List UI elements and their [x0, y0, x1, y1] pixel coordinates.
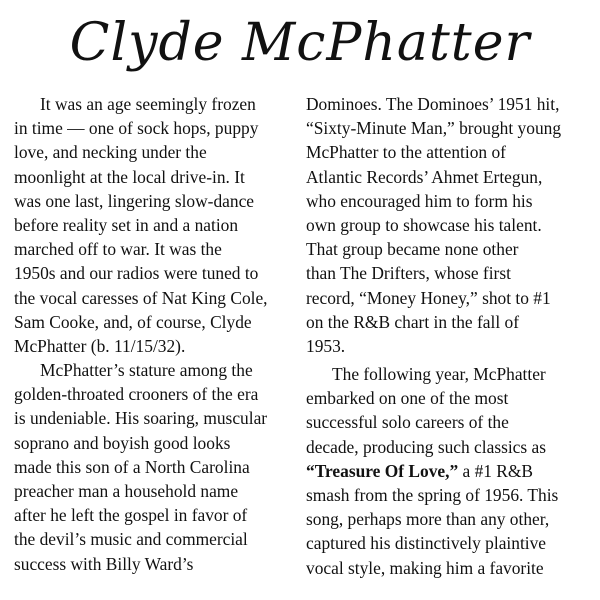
left-column: [14, 92, 296, 576]
text-line: own group to showcase his talent.: [306, 214, 542, 235]
right-column: [306, 92, 588, 580]
text-line: moonlight at the local drive-in. It: [14, 166, 245, 187]
text-line: on the R&B chart in the fall of: [306, 311, 519, 332]
text-line: who encouraged him to form his: [306, 190, 533, 211]
text-line: The following year, McPhatter: [332, 364, 546, 385]
text-line: record, “Money Honey,” shot to #1: [306, 287, 551, 308]
text-line-with-song-title: [306, 459, 588, 483]
text-line: song, perhaps more than any other,: [306, 509, 550, 530]
text-line: Sam Cooke, and, of course, Clyde: [14, 311, 252, 332]
text-line: was one last, lingering slow-dance: [14, 190, 255, 211]
text-line: Atlantic Records’ Ahmet Ertegun,: [306, 166, 543, 187]
text-line: vocal style, making him a favorite: [306, 557, 544, 578]
text-line: preacher man a household name: [14, 481, 239, 501]
text-line: marched off to war. It was the: [14, 239, 222, 260]
text-line: McPhatter to the attention of: [306, 142, 506, 163]
article-title: Clyde McPhatter: [69, 13, 531, 73]
text-line: 1953.: [306, 335, 346, 356]
text-line: before reality set in and a nation: [14, 214, 239, 235]
text-line: McPhatter’s stature among the: [40, 360, 253, 381]
song-title: “Treasure Of Love,”: [306, 460, 459, 481]
text-line: 1950s and our radios were tuned to: [14, 263, 259, 284]
text-line: made this son of a North Carolina: [14, 456, 250, 477]
text-line: embarked on one of the most: [306, 388, 509, 409]
text-line: successful solo careers of the: [306, 412, 509, 433]
text-line: than The Drifters, whose first: [306, 263, 511, 284]
text-line: the devil’s music and commercial: [14, 529, 248, 550]
text-line: decade, producing such classics as: [306, 436, 547, 457]
text-line: after he left the gospel in favor of: [14, 505, 248, 526]
text-line: captured his distinctively plaintive: [306, 533, 547, 554]
text-line: in time — one of sock hops, puppy: [14, 118, 259, 139]
text-line: Dominoes. The Dominoes’ 1951 hit,: [306, 94, 560, 114]
text-line: soprano and boyish good looks: [14, 432, 231, 453]
text-line: the vocal caresses of Nat King Cole,: [14, 287, 268, 308]
text-line: success with Billy Ward’s: [14, 553, 194, 574]
text-line: smash from the spring of 1956. This: [306, 485, 559, 505]
text-line: golden-throated crooners of the era: [14, 384, 259, 405]
text-line: “Sixty-Minute Man,” brought young: [306, 118, 562, 139]
text-line: It was an age seemingly frozen: [40, 94, 256, 114]
text-line: is undeniable. His soaring, muscular: [14, 408, 268, 429]
text-line: love, and necking under the: [14, 142, 207, 163]
text-line: That group became none other: [306, 239, 519, 260]
text-line-rest: a #1 R&B: [458, 460, 534, 481]
text-line: McPhatter (b. 11/15/32).: [14, 335, 186, 356]
